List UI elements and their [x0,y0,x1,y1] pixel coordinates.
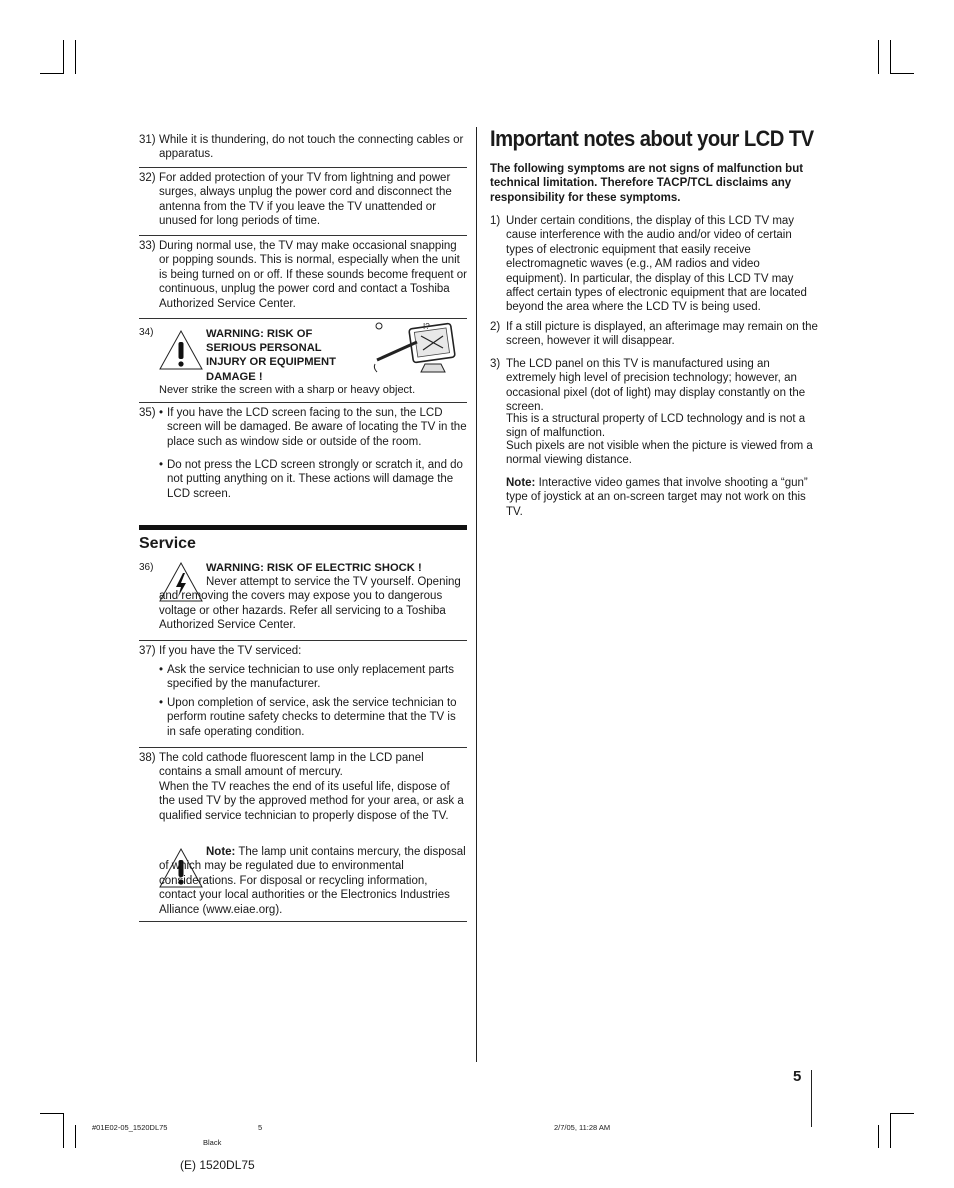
footer-date: 2/7/05, 11:28 AM [554,1123,611,1132]
crop-mark [878,1125,879,1148]
item-text: Never attempt to service the TV yourself. Opening and removing the covers may expose you to dangerous voltage or other hazards. Refer all servicing to a Toshiba Authorized Service Center. [159,576,461,632]
note-body: The lamp unit contains mercury, the disposal of which may be regulated due to environmental considerations. For disposal or recycling information, contact your local authorities or the Electronics Industries Alliance (www.eiae.org). [159,846,466,916]
item-text: If you have the TV serviced: [159,645,302,657]
item-35 [139,406,469,506]
item-number: 2) [490,321,501,333]
bullet-icon: • [159,697,164,709]
item-number: 36) [139,562,154,573]
item-34 [139,322,469,398]
item-number: 37) [139,645,156,657]
note-1 [490,214,820,314]
divider [139,921,467,922]
item-38 [139,751,469,919]
item-33 [139,239,469,314]
note-label: Note: [206,846,236,858]
item-number: 38) [139,752,156,764]
note-3 [490,357,820,522]
page-number-rule [811,1070,812,1127]
footer-color: Black [203,1138,222,1147]
item-number: 1) [490,215,501,227]
divider [139,235,467,236]
item-text: While it is thundering, do not touch the connecting cables or apparatus. [159,134,464,161]
bullet-text: If you have the LCD screen facing to the sun, the LCD screen will be damaged. Be aware of locating the TV in the place such as window side or outside of the room. [167,407,467,448]
intro-text: The following symptoms are not signs of malfunction but technical limitation. Therefore TACP/TCL disclaims any responsibility for these symptoms. [490,163,804,204]
warning-text: WARNING: RISK OF ELECTRIC SHOCK ! [206,562,422,574]
item-37 [139,644,469,744]
item-text: When the TV reaches the end of its useful life, dispose of the used TV by the approved method for your area, or ask a qualified service technician to properly dispose of the TV. [159,781,464,822]
item-text: For added protection of your TV from lightning and power surges, always unplug the power cord and disconnect the antenna from the TV if you leave the TV unattended or unused for long periods of time. [159,172,452,228]
footer-page: 5 [258,1123,263,1132]
item-number: 3) [490,358,501,370]
item-number: 33) [139,240,156,252]
item-text: Such pixels are not visible when the picture is viewed from a normal viewing distance. [506,440,813,467]
note-label: Note: [506,477,536,489]
item-text: The cold cathode fluorescent lamp in the LCD panel contains a small amount of mercury. [159,752,424,779]
divider [139,747,467,748]
crop-mark [890,73,914,74]
bullet-icon: • [159,459,164,471]
section-bar [139,525,467,530]
section-heading: Service [139,535,196,552]
crop-mark [40,1113,64,1114]
crop-mark [63,40,64,74]
footer-model: (E) 1520DL75 [180,1158,255,1172]
column-divider [476,127,477,1062]
item-31 [139,133,469,163]
warning-triangle-icon [158,329,204,371]
divider [139,402,467,403]
divider [139,318,467,319]
crop-mark [890,1113,914,1114]
item-text: Never strike the screen with a sharp or heavy object. [159,384,416,396]
bullet-text: Do not press the LCD screen strongly or scratch it, and do not putting anything on it. These actions will damage the LCD screen. [167,459,463,500]
page-number: 5 [793,1068,802,1085]
note-2 [490,320,820,350]
svg-text:!?: !? [423,322,430,331]
item-text: Under certain conditions, the display of this LCD TV may cause interference with the audio and/or video of certain types of electronic equipment that easily receive electromagnetic waves (e.g., AM radios and video equipment). In particular, the display of this LCD TV may affect certain types of electronic equipment that are located beyond the area where the LCD TV is being used. [506,215,807,314]
divider [139,167,467,168]
crop-mark [890,1113,891,1148]
item-number: 35) [139,407,156,419]
note-body: Interactive video games that involve shooting a “gun” type of joystick at an on-screen target may not work on this TV. [506,477,808,518]
crop-mark [75,1125,76,1148]
bullet-icon: • [159,664,164,676]
divider [139,640,467,641]
item-text: This is a structural property of LCD technology and is not a sign of malfunction. [506,413,806,440]
warning-text: WARNING: RISK OF SERIOUS PERSONAL INJURY OR EQUIPMENT DAMAGE ! [206,328,336,383]
note-text [506,476,818,519]
item-36 [139,561,469,636]
tv-strike-illustration-icon [371,320,463,380]
bullet-text: Upon completion of service, ask the service technician to perform routine safety checks to determine that the TV is in safe operating condition. [167,697,457,738]
item-number: 32) [139,172,156,184]
item-number: 34) [139,327,154,338]
crop-mark [878,40,879,74]
crop-mark [63,1113,64,1148]
crop-mark [40,73,64,74]
item-text: The LCD panel on this TV is manufactured using an extremely high level of precision technology; however, an occasional pixel (dot of light) may display constantly on the screen. [506,358,806,414]
bullet-text: Ask the service technician to use only replacement parts specified by the manufacturer. [167,664,455,691]
footer-filename: #01E02-05_1520DL75 [92,1123,168,1132]
item-32 [139,171,469,231]
item-text: During normal use, the TV may make occasional snapping or popping sounds. This is normal, especially when the unit is being turned on or off. If these sounds become frequent or continuous, unplug the power cord and contact a Toshiba Authorized Service Center. [159,240,467,310]
note-text [159,845,467,917]
item-number: 31) [139,134,156,146]
item-text: If a still picture is displayed, an afterimage may remain on the screen, however it will disappear. [506,321,818,348]
crop-mark [890,40,891,74]
bullet-icon: • [159,407,164,419]
page-title: Important notes about your LCD TV [490,126,814,151]
crop-mark [75,40,76,74]
